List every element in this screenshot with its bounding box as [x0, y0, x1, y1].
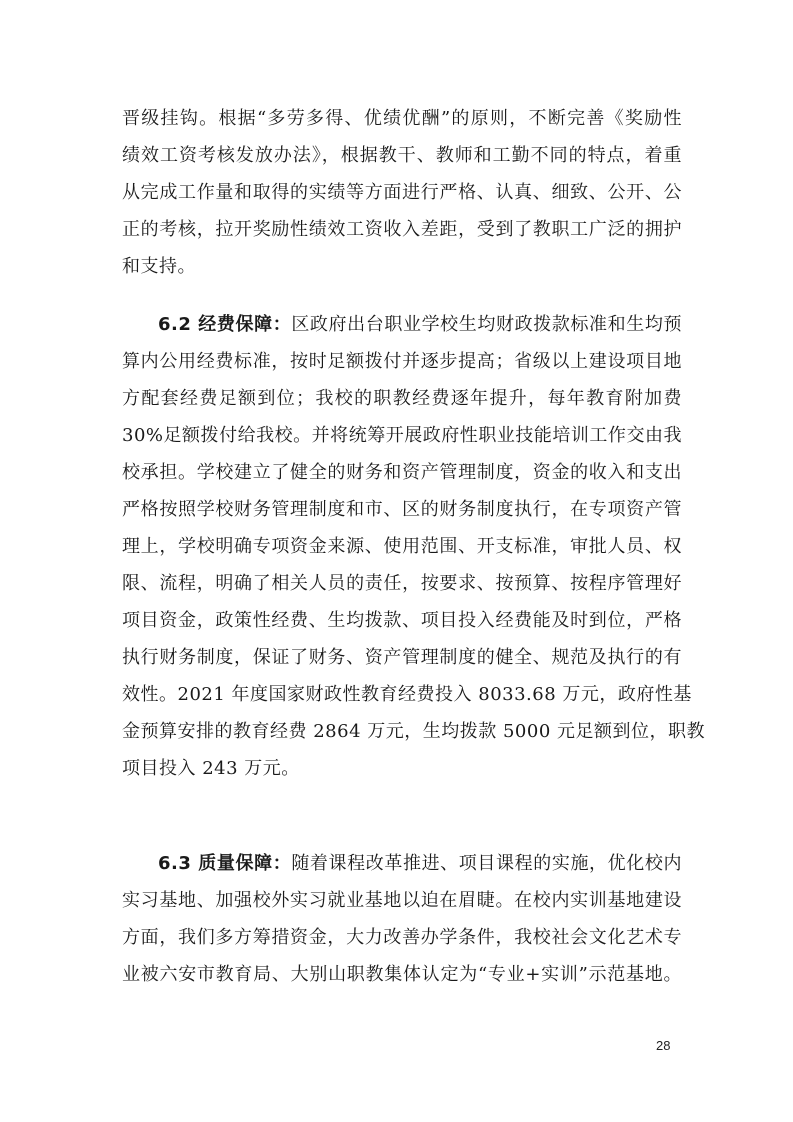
text-line: 从完成工作量和取得的实绩等方面进行严格、认真、细致、公开、公	[122, 182, 682, 203]
text-line: 项目投入 243 万元。	[122, 758, 300, 779]
text-line: 效性。2021 年度国家财政性教育经费投入 8033.68 万元，政府性基	[122, 684, 692, 705]
section-first-line	[122, 306, 682, 343]
text-line: 算内公用经费标准，按时足额拨付并逐步提高；省级以上建设项目地	[122, 351, 682, 372]
text-line: 实习基地、加强校外实习就业基地以迫在眉睫。在校内实训基地建设	[122, 890, 682, 911]
text-line: 晋级挂钩。根据“多劳多得、优绩优酬”的原则，不断完善《奖励性	[122, 108, 682, 129]
text-line: 金预算安排的教育经费 2864 万元，生均拨款 5000 元足额到位，职教	[122, 721, 706, 742]
section-first-line	[122, 845, 682, 882]
text-line: 业被六安市教育局、大别山职教集体认定为“专业+实训”示范基地。	[122, 964, 682, 985]
section-heading-6-3: 6.3 质量保障：	[158, 853, 292, 874]
paragraph-funding-guarantee	[122, 306, 706, 787]
text-line: 严格按照学校财务管理制度和市、区的财务制度执行，在专项资产管	[122, 499, 682, 520]
text-line: 绩效工资考核发放办法》，根据教干、教师和工勤不同的特点，着重	[122, 145, 682, 166]
text-line: 限、流程，明确了相关人员的责任，按要求、按预算、按程序管理好	[122, 573, 682, 594]
section-heading-6-2: 6.2 经费保障：	[158, 314, 292, 335]
paragraph-performance-pay	[122, 100, 682, 285]
text-line: 理上，学校明确专项资金来源、使用范围、开支标准，审批人员、权	[122, 536, 682, 557]
text-line: 和支持。	[122, 256, 196, 277]
paragraph-quality-guarantee	[122, 845, 682, 993]
text-line: 项目资金，政策性经费、生均拨款、项目投入经费能及时到位，严格	[122, 610, 682, 631]
text-line: 方配套经费足额到位；我校的职教经费逐年提升，每年教育附加费	[122, 388, 682, 409]
text-line: 正的考核，拉开奖励性绩效工资收入差距，受到了教职工广泛的拥护	[122, 219, 682, 240]
text-line: 30%足额拨付给我校。并将统筹开展政府性职业技能培训工作交由我	[122, 425, 682, 446]
section-first-line-text: 随着课程改革推进、项目课程的实施，优化校内	[291, 853, 682, 874]
text-line: 执行财务制度，保证了财务、资产管理制度的健全、规范及执行的有	[122, 647, 682, 668]
text-line: 校承担。学校建立了健全的财务和资产管理制度，资金的收入和支出	[122, 462, 682, 483]
section-first-line-text: 区政府出台职业学校生均财政拨款标准和生均预	[291, 314, 682, 335]
text-line: 方面，我们多方筹措资金，大力改善办学条件，我校社会文化艺术专	[122, 927, 682, 948]
page-number: 28	[656, 1038, 671, 1053]
